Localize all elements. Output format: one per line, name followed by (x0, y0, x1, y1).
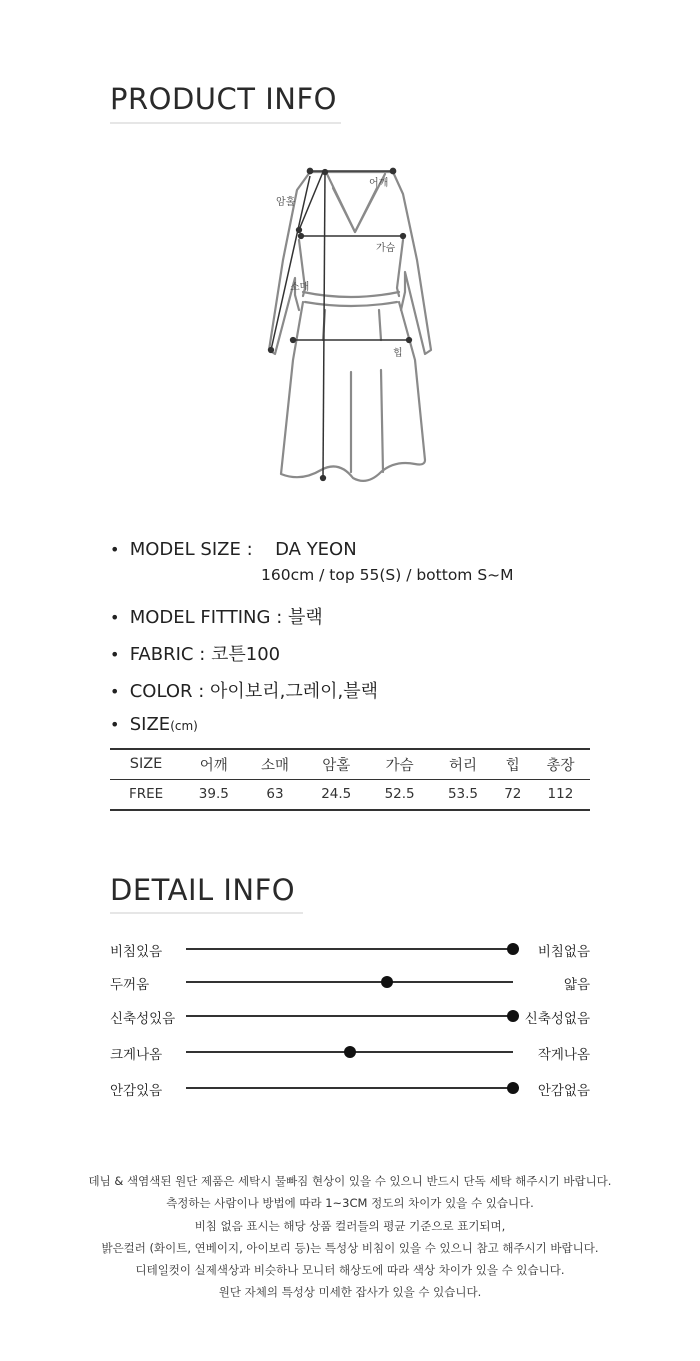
model-size-line (110, 539, 357, 560)
header-size: SIZE (129, 756, 163, 773)
detail-indicator (507, 1082, 519, 1094)
bullet-icon: • (110, 540, 120, 559)
detail-row-transparency (110, 938, 590, 960)
note-line: 측정하는 사람이나 방법에 따라 1~3CM 정도의 차이가 있을 수 있습니다. (166, 1196, 534, 1211)
detail-right-label: 안감없음 (537, 1083, 590, 1099)
table-row (110, 779, 590, 810)
cell-length: 112 (547, 786, 574, 803)
cell-chest: 52.5 (384, 786, 415, 803)
color-label: COLOR : (129, 681, 211, 702)
bullet-icon: • (110, 682, 120, 701)
size-table-header (110, 749, 590, 779)
detail-row-lining (110, 1077, 590, 1099)
detail-track (186, 1015, 513, 1017)
garment-sketch (255, 160, 445, 490)
cell-waist: 53.5 (447, 786, 479, 803)
product-info-title: PRODUCT INFO (110, 82, 337, 116)
detail-indicator (381, 976, 393, 988)
detail-right-label: 비침없음 (537, 944, 590, 960)
header-waist: 허리 (448, 757, 477, 774)
armhole-label: 암홀 (276, 197, 296, 208)
detail-left-label: 안감있음 (110, 1083, 163, 1099)
shoulder-label: 어깨 (369, 178, 389, 189)
bullet-icon: • (110, 645, 120, 664)
size-table (110, 748, 590, 811)
detail-left-label: 두꺼움 (110, 977, 150, 993)
header-hip: 힙 (505, 757, 520, 774)
detail-right-label: 신축성없음 (524, 1011, 590, 1027)
fabric-line (110, 640, 280, 666)
detail-left-label: 비침있음 (110, 944, 163, 960)
model-fitting-line (110, 603, 323, 629)
model-size-detail: 160cm / top 55(S) / bottom S~M (261, 566, 514, 584)
detail-right-label: 얇음 (563, 977, 590, 993)
sleeve-label: 소매 (290, 282, 310, 293)
care-notes (0, 1170, 700, 1304)
model-size-name: DA YEON (275, 539, 357, 560)
detail-indicator (344, 1046, 356, 1058)
detail-left-label: 신축성있음 (110, 1011, 176, 1027)
bullet-icon: • (110, 715, 120, 734)
header-length: 총장 (546, 757, 575, 774)
detail-info-title: DETAIL INFO (110, 873, 296, 907)
note-line: 데님 & 색염색된 원단 제품은 세탁시 물빠짐 현상이 있을 수 있으니 반드시 단독 세탁 해주시기 바랍니다. (88, 1174, 612, 1188)
chest-label: 가슴 (376, 243, 396, 254)
model-fitting-value: 블랙 (287, 607, 323, 628)
detail-indicator (507, 943, 519, 955)
detail-info-underline (110, 912, 303, 914)
note-line: 디테일컷이 실제색상과 비슷하나 모니터 해상도에 따라 색상 차이가 있을 수 있습니다. (135, 1263, 565, 1278)
model-size-label: MODEL SIZE : (129, 539, 253, 560)
cell-armhole: 24.5 (321, 786, 352, 803)
color-line (110, 677, 378, 703)
product-info-underline (110, 122, 341, 124)
note-line: 밝은컬러 (화이트, 연베이지, 아이보리 등)는 특성상 비침이 있을 수 있으니 참고 해주시기 바랍니다. (101, 1240, 599, 1255)
cell-size: FREE (128, 786, 164, 803)
header-sleeve: 소매 (261, 757, 290, 774)
color-value: 아이보리,그레이,블랙 (210, 681, 378, 702)
size-label: SIZE (129, 714, 171, 735)
detail-left-label: 크게나옴 (110, 1047, 163, 1063)
bullet-icon: • (110, 608, 120, 627)
header-armhole: 암홀 (322, 757, 351, 774)
detail-right-label: 작게나옴 (537, 1047, 590, 1063)
detail-track (186, 981, 513, 983)
detail-track (186, 1087, 513, 1089)
header-chest: 가슴 (385, 757, 414, 774)
note-line: 비침 없음 표시는 해당 상품 컬러들의 평균 기준으로 표기되며, (194, 1218, 506, 1233)
detail-row-thickness (110, 971, 590, 993)
header-shoulder: 어깨 (199, 757, 228, 774)
detail-indicator (507, 1010, 519, 1022)
size-unit: (cm) (170, 719, 198, 733)
fabric-label: FABRIC : (129, 644, 211, 665)
size-line (110, 714, 198, 735)
cell-sleeve: 63 (266, 786, 284, 803)
fabric-value: 코튼100 (211, 644, 281, 665)
note-line: 원단 자체의 특성상 미세한 잡사가 있을 수 있습니다. (218, 1285, 482, 1300)
detail-row-stretch (110, 1005, 590, 1027)
detail-row-fit (110, 1041, 590, 1063)
cell-hip: 72 (504, 786, 522, 803)
model-fitting-label: MODEL FITTING : (129, 607, 288, 628)
hip-label: 힙 (393, 348, 403, 359)
detail-track (186, 948, 513, 950)
cell-shoulder: 39.5 (198, 786, 229, 803)
